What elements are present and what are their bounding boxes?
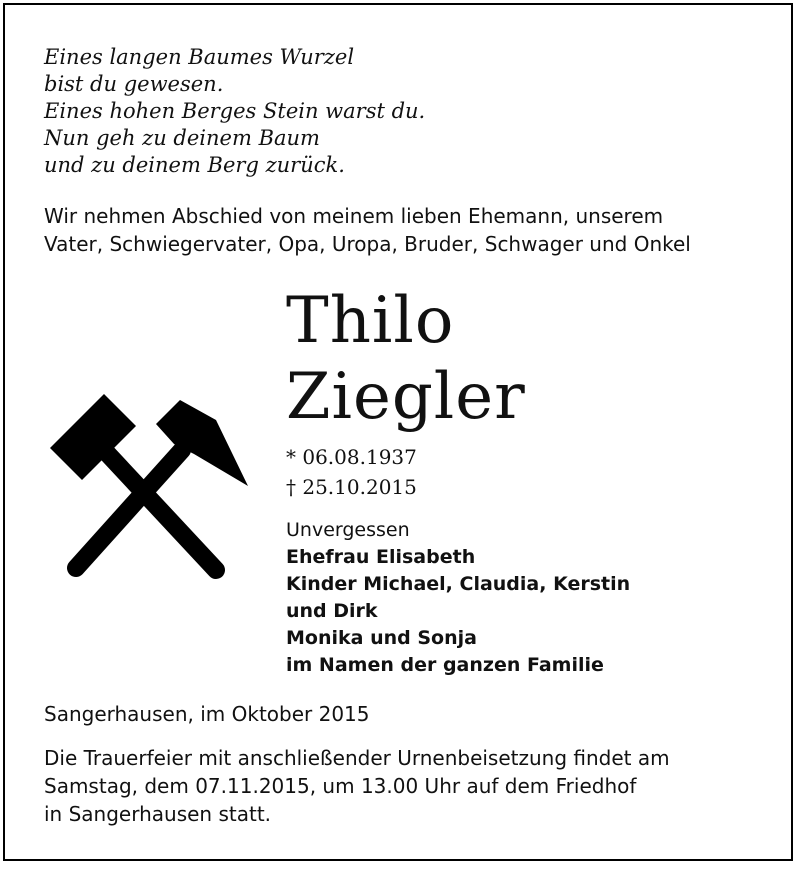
birth-date: * 06.08.1937 xyxy=(286,445,417,469)
funeral-line: Die Trauerfeier mit anschließender Urnenbeisetzung findet am xyxy=(44,746,670,770)
mourner-line: Ehefrau Elisabeth xyxy=(286,546,476,568)
place-date: Sangerhausen, im Oktober 2015 xyxy=(44,702,370,726)
life-dates xyxy=(286,442,417,502)
mourner-line: Monika und Sonja xyxy=(286,627,477,649)
poem-line: Eines langen Baumes Wurzel xyxy=(44,45,355,69)
mourner-line: und Dirk xyxy=(286,600,378,622)
poem xyxy=(44,44,425,179)
poem-line: und zu deinem Berg zurück. xyxy=(44,153,345,177)
intro-line: Wir nehmen Abschied von meinem lieben Ehemann, unserem xyxy=(44,204,664,228)
intro-line: Vater, Schwiegervater, Opa, Uropa, Bruder, Schwager und Onkel xyxy=(44,232,691,256)
poem-line: bist du gewesen. xyxy=(44,72,224,96)
first-name: Thilo xyxy=(286,284,455,358)
death-date: † 25.10.2015 xyxy=(286,475,417,499)
mourner-line: im Namen der ganzen Familie xyxy=(286,654,604,676)
deceased-name xyxy=(286,283,526,435)
mourner-line: Kinder Michael, Claudia, Kerstin xyxy=(286,573,631,595)
mourners xyxy=(286,517,630,679)
mourners-lead: Unvergessen xyxy=(286,519,410,541)
poem-line: Nun geh zu deinem Baum xyxy=(44,126,320,150)
last-name: Ziegler xyxy=(286,360,526,434)
funeral-line: in Sangerhausen statt. xyxy=(44,802,272,826)
funeral-line: Samstag, dem 07.11.2015, um 13.00 Uhr auf dem Friedhof xyxy=(44,774,637,798)
farewell-intro xyxy=(44,202,764,258)
poem-line: Eines hohen Berges Stein warst du. xyxy=(44,99,426,123)
funeral-notice xyxy=(44,744,670,828)
hammer-and-pick-icon xyxy=(44,390,254,580)
